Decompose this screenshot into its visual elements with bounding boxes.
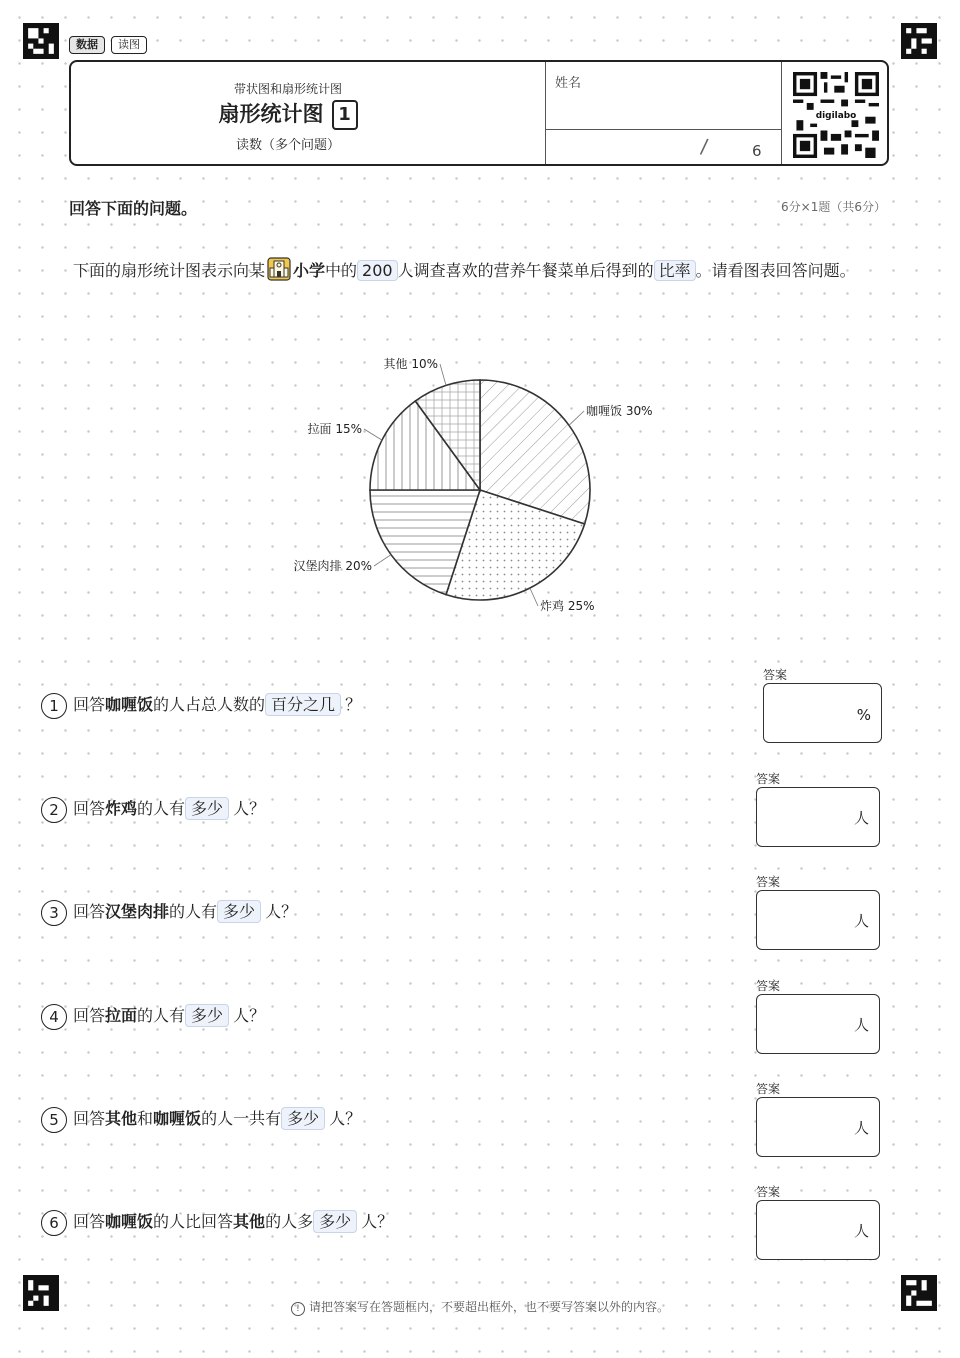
answer-label: 答案: [756, 1082, 781, 1096]
question-text: [73, 897, 297, 927]
answer-label: 答案: [756, 875, 781, 889]
question-part-post: ？: [345, 695, 362, 714]
question-part-pre: 回答: [73, 1006, 106, 1025]
question-part-mid: 和: [137, 1109, 154, 1128]
question-text: [73, 690, 361, 720]
question-part-mid: 的人占总人数的: [153, 695, 266, 714]
question-part-post: 人？: [233, 799, 266, 818]
intro-text-4: 。请看图表回答问题。: [695, 261, 856, 280]
question-part-pre: 回答: [73, 1212, 106, 1231]
answer-box[interactable]: [756, 1097, 880, 1157]
pie-slice-label-5: 其他 10%: [383, 357, 438, 371]
pie-slice-label-3: 汉堡肉排 20%: [293, 559, 372, 573]
worksheet-title: [71, 98, 505, 130]
question-number: 1: [41, 693, 67, 719]
score-total: 6: [752, 142, 762, 160]
question-number: 4: [41, 1004, 67, 1030]
answer-box[interactable]: [756, 787, 880, 847]
question-part-b1: 拉面: [105, 1006, 138, 1025]
intro-text-1: 下面的扇形统计图表示向某: [73, 261, 266, 280]
answer-unit: 人: [853, 1119, 869, 1137]
question-part-b2: 咖喱饭: [153, 1109, 202, 1128]
question-number: 3: [41, 900, 67, 926]
question-text: [73, 1104, 361, 1134]
tag-data: 数据: [69, 36, 105, 54]
pie-leader-line-1: [569, 411, 584, 425]
question-part-b1: 炸鸡: [105, 799, 138, 818]
title-text: 扇形统计图: [218, 102, 324, 126]
footer-note: [0, 1298, 960, 1316]
pie-slice-label-4: 拉面 15%: [307, 422, 362, 436]
intro-count: 200: [357, 260, 398, 281]
footer-text: 请把答案写在答题框内，不要超出框外，也不要写答案以外的内容。: [308, 1300, 669, 1314]
question-part-mid: 的人比回答: [153, 1212, 234, 1231]
answer-label: 答案: [756, 772, 781, 786]
question-text: [73, 794, 265, 824]
qr-label: digilabo: [815, 111, 857, 122]
question-part-mid2: 的人一共有: [201, 1109, 282, 1128]
intro-school: 小学: [293, 261, 326, 280]
question-part-hl: 多少: [185, 797, 229, 820]
question-part-b1: 咖喱饭: [105, 1212, 154, 1231]
sheet-number: 1: [332, 100, 358, 130]
question-part-hl: 百分之几: [265, 693, 341, 716]
pie-chart: [270, 340, 690, 630]
question-number: 5: [41, 1107, 67, 1133]
points-info: 6分×1题（共6分）: [781, 200, 886, 214]
question-part-b1: 其他: [105, 1109, 138, 1128]
pie-slice-label-2: 炸鸡 25%: [540, 599, 595, 613]
tag-list: [69, 36, 147, 54]
answer-box[interactable]: [756, 1200, 880, 1260]
question-part-hl: 多少: [217, 900, 261, 923]
question-part-hl: 多少: [185, 1004, 229, 1027]
question-part-pre: 回答: [73, 1109, 106, 1128]
answer-box[interactable]: [756, 890, 880, 950]
question-part-mid: 的人有: [137, 1006, 186, 1025]
question-part-pre: 回答: [73, 902, 106, 921]
pie-leader-line-5: [440, 364, 446, 385]
question-part-hl: 多少: [281, 1107, 325, 1130]
worksheet-subtitle: 带状图和扇形统计图: [233, 82, 342, 96]
question-part-b2: 其他: [233, 1212, 266, 1231]
question-part-post: 人？: [265, 902, 298, 921]
question-part-mid: 的人有: [137, 799, 186, 818]
score-slash: /: [699, 133, 710, 159]
pie-slice-label-1: 咖喱饭 30%: [586, 404, 653, 418]
question-part-hl: 多少: [313, 1210, 357, 1233]
question-part-pre: 回答: [73, 695, 106, 714]
qr-code-icon: [793, 72, 879, 158]
answer-unit: 人: [853, 1016, 869, 1034]
question-text: [73, 1207, 393, 1237]
question-text: [73, 1001, 265, 1031]
pie-leader-line-4: [364, 429, 382, 440]
answer-label: 答案: [756, 1185, 781, 1199]
tag-read-chart: 读图: [111, 36, 147, 54]
answer-unit: 人: [853, 912, 869, 930]
question-number: 2: [41, 797, 67, 823]
answer-unit: 人: [853, 1222, 869, 1240]
question-part-pre: 回答: [73, 799, 106, 818]
question-part-mid2: 的人多: [265, 1212, 314, 1231]
question-number: 6: [41, 1210, 67, 1236]
answer-label: 答案: [763, 668, 788, 682]
name-field[interactable]: 姓名: [555, 76, 582, 91]
question-part-b1: 汉堡肉排: [105, 902, 170, 921]
worksheet-header: [69, 60, 889, 166]
pie-leader-line-3: [374, 555, 391, 566]
school-icon: [267, 257, 291, 281]
answer-box[interactable]: [763, 683, 882, 743]
corner-marker-top-right: [901, 23, 937, 59]
answer-unit: 人: [853, 809, 869, 827]
intro-ratio: 比率: [654, 260, 696, 281]
instruction: 回答下面的问题。: [69, 196, 197, 219]
intro-text-2: 中的: [325, 261, 358, 280]
intro-text-3: 人调查喜欢的营养午餐菜单后得到的: [397, 261, 654, 280]
answer-box[interactable]: [756, 994, 880, 1054]
answer-unit: %: [856, 706, 871, 724]
question-part-post: 人？: [329, 1109, 362, 1128]
pie-leader-line-2: [530, 588, 538, 606]
question-part-post: 人？: [361, 1212, 394, 1231]
answer-label: 答案: [756, 979, 781, 993]
worksheet-mode: 读数（多个问题）: [235, 138, 340, 153]
corner-marker-top-left: [23, 23, 59, 59]
info-icon: !: [291, 1302, 305, 1316]
problem-intro: [73, 254, 889, 288]
question-part-mid: 的人有: [169, 902, 218, 921]
question-part-b1: 咖喱饭: [105, 695, 154, 714]
question-part-post: 人？: [233, 1006, 266, 1025]
